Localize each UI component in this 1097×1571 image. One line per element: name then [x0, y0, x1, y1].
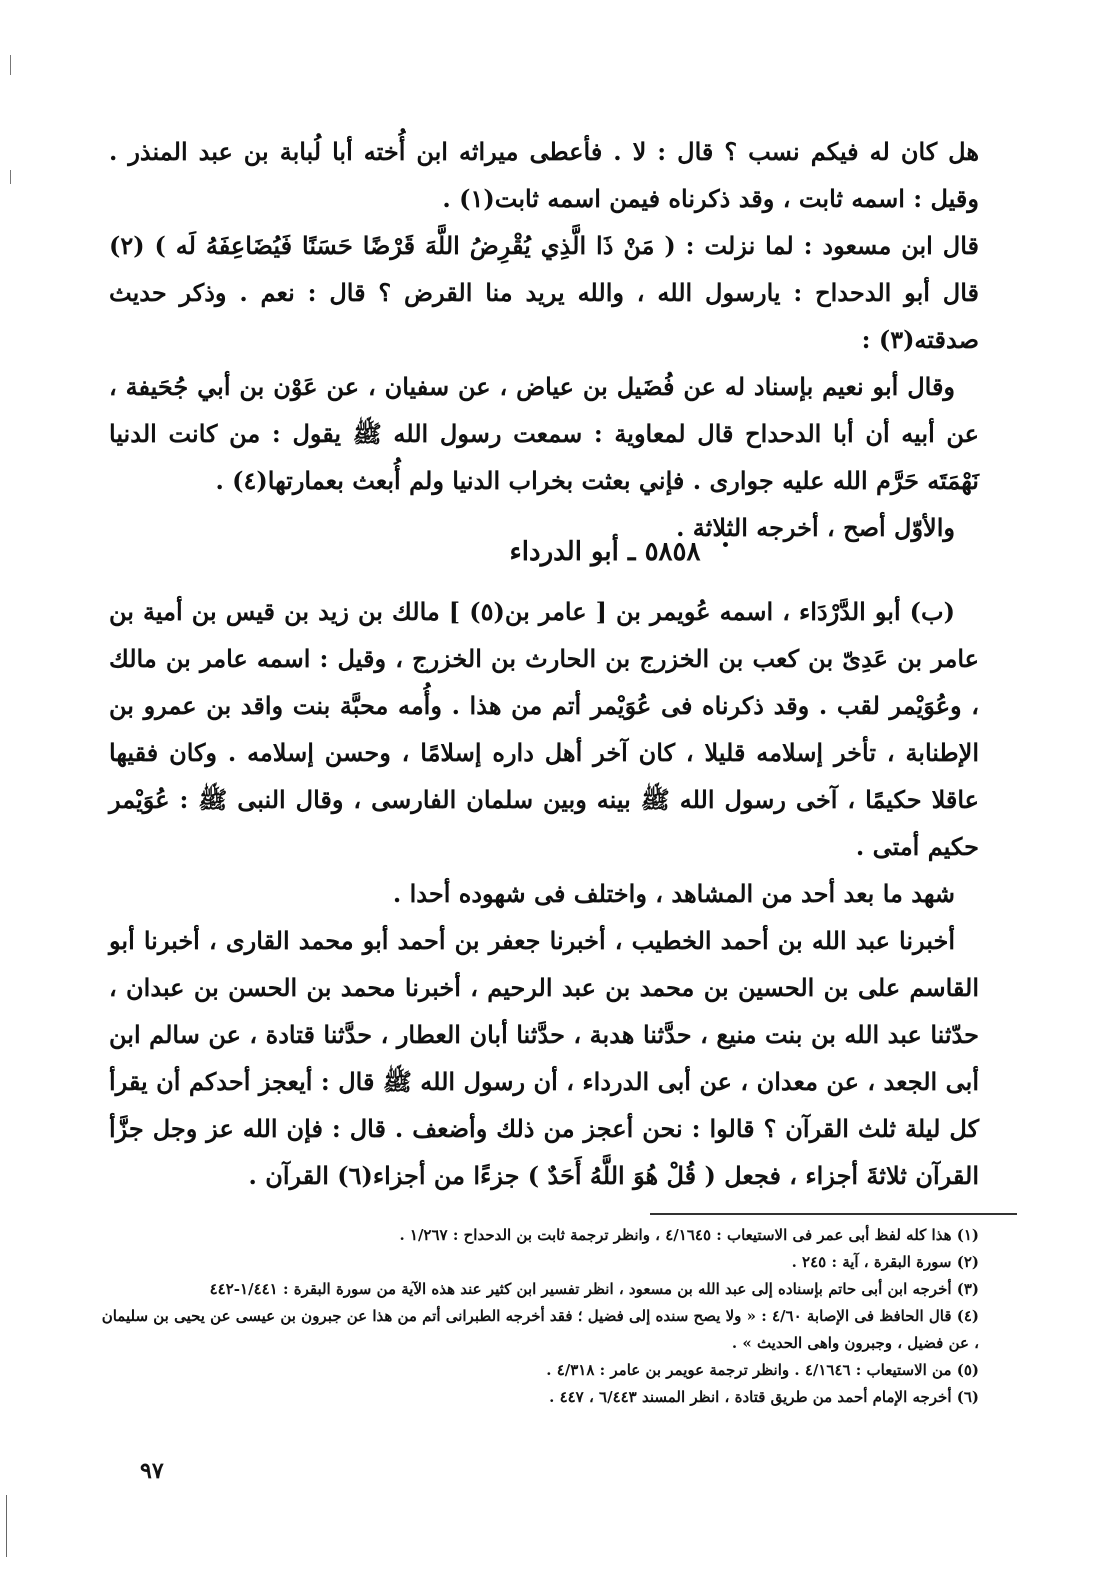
section-text-block: [109, 588, 979, 1199]
paragraph: وقال أبو نعيم بإسناد له عن فُضَيل بن عياض ، عن سفيان ، عن عَوْن بن أبي جُحَيفة ، عن أبيه أن أبا الدحداح قال لمعاوية : سمعت رسول الله ﷺ يقول : من كانت الدنيا نَهْمَتَه حَرَّم الله عليه جوارى . فإني بعثت بخراب الدنيا ولم أُبعث بعمارتها(٤) .: [109, 372, 979, 495]
footnotes-block: [99, 1222, 979, 1411]
paragraph: والأوّل أصح ، أخرجه الثلاثة .: [676, 513, 955, 542]
page-number: ٩٧: [140, 1458, 164, 1484]
footnote: (٤) قال الحافظ فى الإصابة ٤/٦٠ : « ولا يصح سنده إلى فضيل ؛ فقد أخرجه الطبرانى أتم من هذا عن جبرون بن عيسى عن يحيى بن سليمان ، عن فضيل ، وجبرون واهى الحديث » .: [101, 1307, 979, 1352]
paragraph: شهد ما بعد أحد من المشاهد ، واختلف فى شهوده أحدا .: [392, 879, 955, 908]
paragraph: قال ابن مسعود : لما نزلت : ( مَنْ ذَا الَّذِي يُقْرِضُ اللَّهَ قَرْضًا حَسَنًا فَيُضَاعِفَهُ لَه ) (٢) قال أبو الدحداح : يارسول الله ، والله يريد منا القرض ؟ قال : نعم . وذكر حديث صدقته(٣) :: [109, 231, 979, 354]
scan-edge-mark: [6, 1495, 7, 1557]
paragraph: أخبرنا عبد الله بن أحمد الخطيب ، أخبرنا جعفر بن أحمد أبو محمد القارى ، أخبرنا أبو القاسم على بن الحسين بن محمد بن عبد الرحيم ، أخبرنا محمد بن الحسن بن عبدان ، حدّثنا عبد الله بن بنت منيع ، حدَّثنا هدبة ، حدَّثنا أبان العطار ، حدَّثنا قتادة ، عن سالم ابن أبى الجعد ، عن معدان ، عن أبى الدرداء ، أن رسول الله ﷺ قال : أيعجز أحدكم أن يقرأ كل ليلة ثلث القرآن ؟ قالوا : نحن أعجز من ذلك وأضعف . قال : فإن الله عز وجل جزَّأ القرآن ثلاثةَ أجزاء ، فجعل ( قُلْ هُوَ اللَّهُ أَحَدٌ ) جزءًا من أجزاء(٦) القرآن .: [109, 926, 979, 1190]
footnote: (٥) من الاستيعاب : ٤/١٦٤٦ . وانظر ترجمة عويمر بن عامر : ٤/٣١٨ .: [546, 1361, 979, 1379]
footnote-separator: [650, 1213, 1017, 1215]
scan-edge-mark: [10, 170, 11, 184]
paragraph: هل كان له فيكم نسب ؟ قال : لا . فأعطى ميراثه ابن أُخته أبا لُبابة بن عبد المنذر . وقيل : اسمه ثابت ، وقد ذكرناه فيمن اسمه ثابت(١) .: [109, 137, 979, 213]
footnote: (٣) أخرجه ابن أبى حاتم بإسناده إلى عبد الله بن مسعود ، انظر تفسير ابن كثير عند هذه الآية من سورة البقرة : ١/٤٤١-٤٤٢: [209, 1280, 979, 1298]
main-text-block: [109, 128, 979, 551]
footnote: (٢) سورة البقرة ، آية : ٢٤٥ .: [791, 1253, 979, 1271]
paragraph: (ب) أبو الدَّرْدَاء ، اسمه عُويمر بن [ عامر بن(٥) ] مالك بن زيد بن قيس بن أمية بن عامر بن عَدِىّ بن كعب بن الخزرج بن الحارث بن الخزرج ، وقيل : اسمه عامر بن مالك ، وعُوَيْمر لقب . وقد ذكرناه فى عُوَيْمر أتم من هذا . وأُمه محبَّة بنت واقد بن عمرو بن الإطنابة ، تأخر إسلامه قليلا ، كان آخر أهل داره إسلامًا ، وحسن إسلامه . وكان فقيها عاقلا حكيمًا ، آخى رسول الله ﷺ بينه وبين سلمان الفارسى ، وقال النبى ﷺ : عُوَيْمر حكيم أمتى .: [109, 597, 979, 861]
footnote: (١) هذا كله لفظ أبى عمر فى الاستيعاب : ٤/١٦٤٥ ، وانظر ترجمة ثابت بن الدحداح : ١/٢٦٧ .: [399, 1226, 979, 1244]
scan-edge-mark: [10, 55, 11, 75]
footnote: (٦) أخرجه الإمام أحمد من طريق قتادة ، انظر المسند ٦/٤٤٣ ، ٤٤٧ .: [549, 1388, 979, 1406]
section-heading: ٥٨٥٨ ـ أبو الدرداء: [509, 537, 701, 567]
